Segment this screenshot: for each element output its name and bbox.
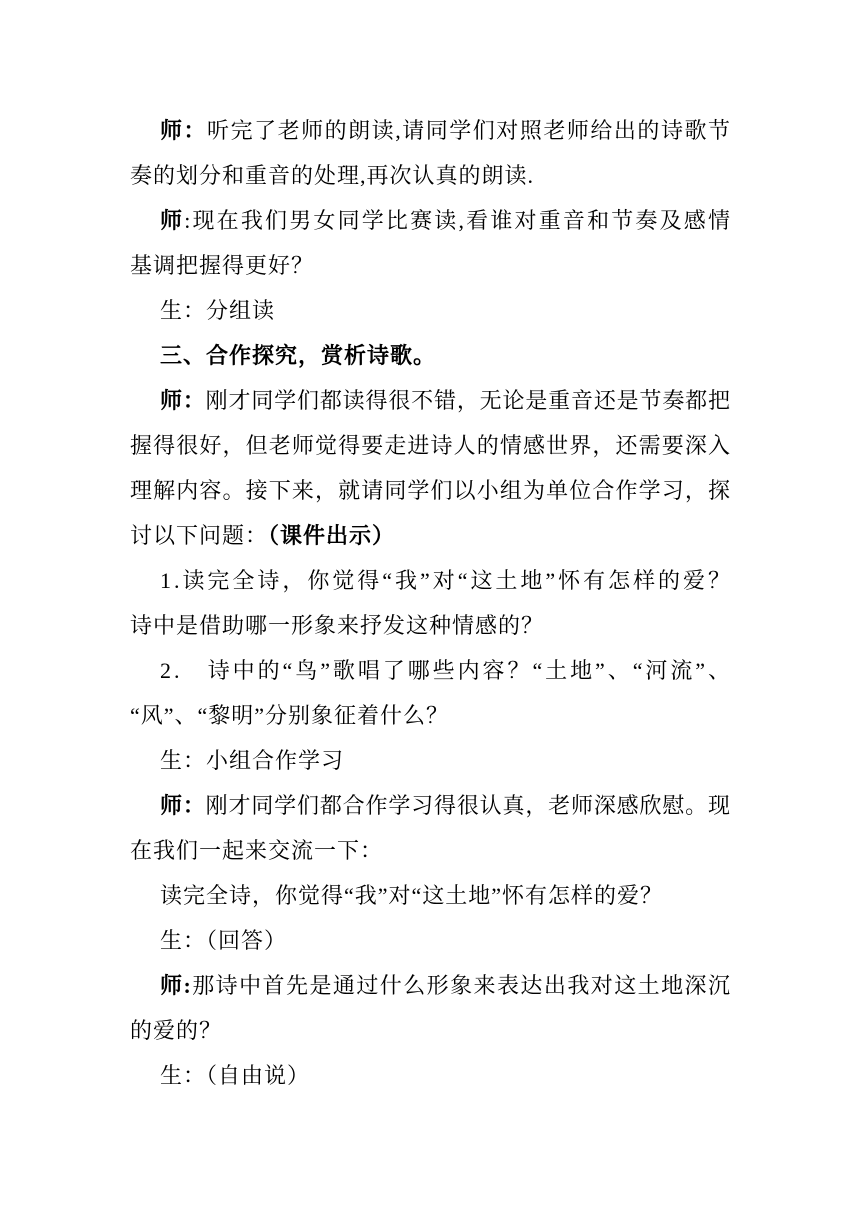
line-content [130,253,314,278]
line-content [160,973,731,998]
paragraph-student-group-read [130,288,750,333]
text-line [130,423,750,468]
line-content [160,1063,310,1088]
text-line [130,873,750,918]
line-text: 2. 诗中的“鸟”歌唱了哪些内容？“土地”、“河流”、 [160,658,733,683]
text-line [130,1008,750,1053]
line-text: 在我们一起来交流一下： [130,838,384,863]
speaker-label: 师： [160,118,208,143]
text-line [130,603,750,648]
line-text: 握得很好，但老师觉得要走进诗人的情感世界，还需要深入 [130,433,732,458]
paragraph-question [130,873,750,918]
line-text: 基调把握得更好？ [130,253,315,278]
text-line [130,468,750,513]
line-text: 那诗中首先是通过什么形象来表达出我对这土地深沉 [192,973,732,998]
line-content [160,883,663,908]
text-line [130,693,750,738]
line-content [130,433,731,458]
line-content [160,748,344,773]
paragraph-teacher-discussion [130,783,750,873]
paragraph-student-answer [130,918,750,963]
line-content [160,568,733,593]
text-line [130,288,750,333]
line-content [130,478,731,503]
question-item-2 [130,648,750,738]
line-content [160,928,287,953]
paragraph-teacher-task [130,378,750,558]
text-line [130,378,750,423]
text-line [130,153,750,198]
line-content [160,388,731,413]
paragraph-teacher-followup [130,963,750,1053]
paragraph-teacher-instruction [130,108,750,198]
text-line [130,783,750,828]
line-text: :现在我们男女同学比赛读,看谁对重音和节奏及感情 [184,208,733,233]
emphasis-text: （课件出示） [268,523,396,548]
line-text: 生：（自由说） [160,1063,311,1088]
document-body [130,108,750,1098]
text-line [130,558,750,603]
line-content [160,658,733,683]
section-heading-text: 三、合作探究，赏析诗歌。 [160,343,437,368]
text-line [130,648,750,693]
text-line [130,1053,750,1098]
line-text: 奏的划分和重音的处理,再次认真的朗读. [130,163,535,188]
line-text: 听完了老师的朗读,请同学们对照老师给出的诗歌节 [207,118,732,143]
text-line [130,828,750,873]
speaker-label: 师： [160,388,206,413]
line-content [160,118,732,143]
line-text: 生：小组合作学习 [160,748,345,773]
speaker-label: 师: [160,973,193,998]
line-text: 1.读完全诗，你觉得“我”对“这土地”怀有怎样的爱？ [160,568,733,593]
line-text: 生：（回答） [160,928,288,953]
speaker-label: 师 [160,208,185,233]
line-content [160,208,732,233]
text-line [130,243,750,288]
line-content [130,1018,222,1043]
line-text: 刚才同学们都读得很不错，无论是重音还是节奏都把 [205,388,731,413]
line-text: 生：分组读 [160,298,276,323]
text-line [130,918,750,963]
line-text: 刚才同学们都合作学习得很认真，老师深感欣慰。现 [205,793,731,818]
line-text: 讨以下问题： [130,523,269,548]
line-content [130,523,395,548]
speaker-label: 师： [160,793,206,818]
line-text: 理解内容。接下来，就请同学们以小组为单位合作学习，探 [130,478,732,503]
question-item-1 [130,558,750,648]
line-content [160,793,731,818]
paragraph-teacher-contest [130,198,750,288]
line-content [130,163,534,188]
paragraph-student-group-study [130,738,750,783]
text-line [130,333,750,378]
line-text: “风”、“黎明”分别象征着什么？ [130,703,450,728]
paragraph-student-free-talk [130,1053,750,1098]
line-content [130,613,544,638]
line-content [160,298,275,323]
line-text: 读完全诗，你觉得“我”对“这土地”怀有怎样的爱？ [160,883,664,908]
text-line [130,108,750,153]
line-content [130,703,449,728]
line-text: 的爱的？ [130,1018,223,1043]
text-line [130,738,750,783]
line-content [130,838,383,863]
text-line [130,963,750,1008]
section-heading [130,333,750,378]
line-text: 诗中是借助哪一形象来抒发这种情感的？ [130,613,545,638]
text-line [130,198,750,243]
text-line [130,513,750,558]
